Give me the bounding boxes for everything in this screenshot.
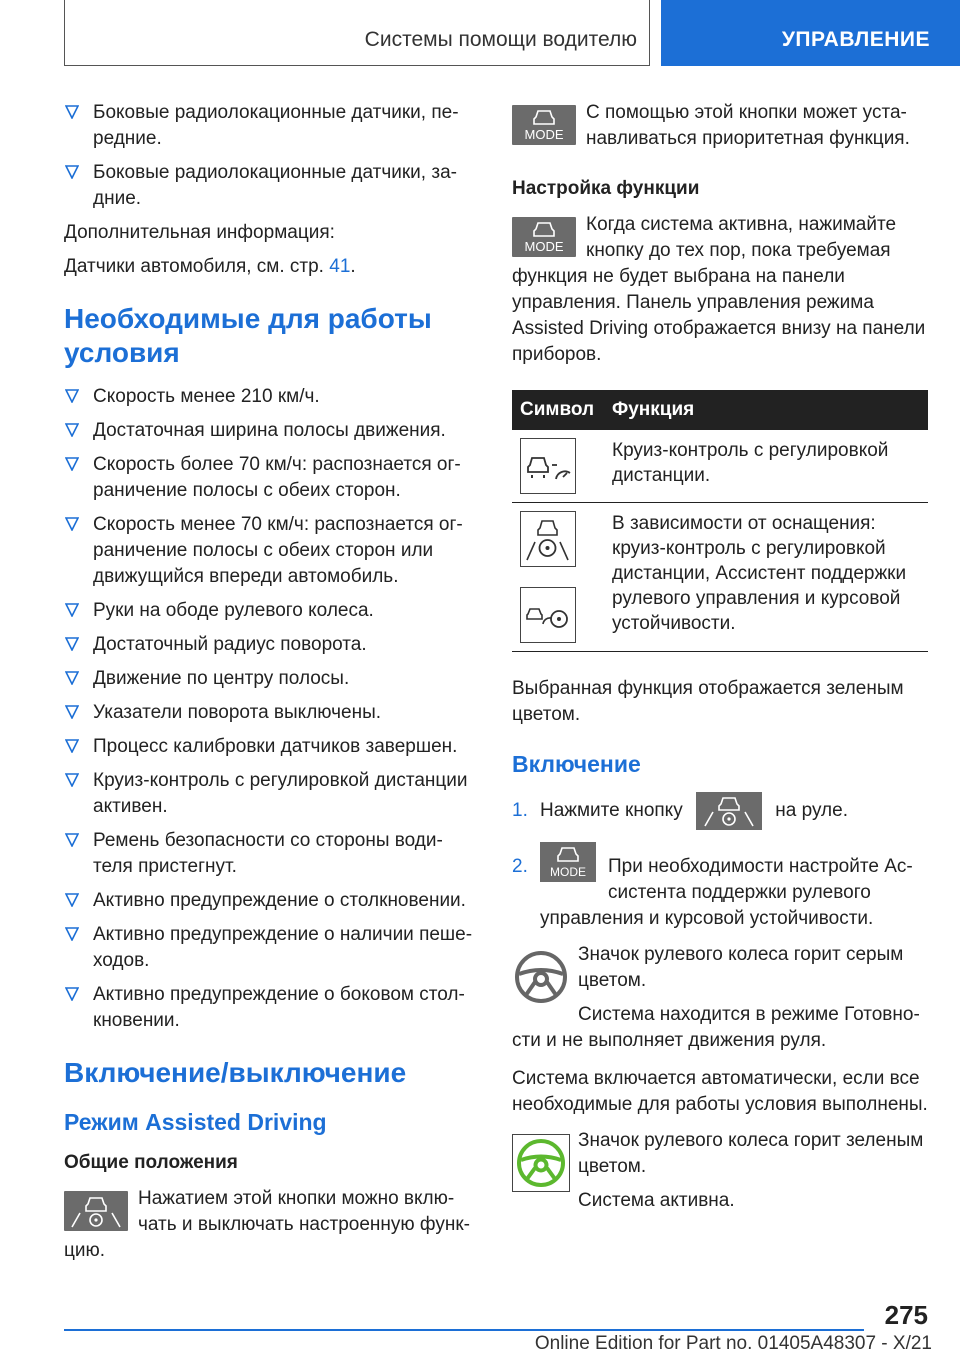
triangle-bullet-icon [65, 637, 79, 651]
list-item: Боковые радиолокационные датчики, задние. [64, 160, 476, 212]
footer-edition: Online Edition for Part no. 01405A48307 - X/21 [534, 1333, 932, 1354]
mode-paragraph [512, 100, 928, 152]
triangle-bullet-icon [65, 773, 79, 787]
steering-assistant-icon [520, 511, 576, 567]
list-item: Руки на ободе рулевого колеса. [64, 598, 476, 624]
triangle-bullet-icon [65, 389, 79, 403]
page-number: 275 [884, 1300, 928, 1330]
triangle-bullet-icon [65, 833, 79, 847]
svg-text:MODE: MODE [524, 239, 564, 254]
header-chapter-title: УПРАВЛЕНИЕ [781, 28, 930, 51]
general-paragraph [64, 1186, 476, 1264]
triangle-bullet-icon [65, 603, 79, 617]
table-row [512, 503, 928, 652]
list-item: Скорость менее 70 км/ч: распознается ограничение полосы с обеих сторон или движущийся впереди автомобиль. [64, 512, 476, 590]
conditions-heading: Необходимые для работы условия [64, 303, 432, 368]
list-item: Скорость более 70 км/ч: распознается ограничение полосы с обеих сторон. [64, 452, 476, 504]
triangle-bullet-icon [65, 987, 79, 1001]
steps-list [512, 792, 928, 932]
list-item: Указатели поворота выключены. [64, 700, 476, 726]
triangle-bullet-icon [65, 893, 79, 907]
grey-icon-text: Значок рулевого колеса горит серым цветом. [578, 944, 904, 992]
list-item: Достаточный радиус поворота. [64, 632, 476, 658]
triangle-bullet-icon [65, 165, 79, 179]
steering-wheel-green-icon [512, 1134, 570, 1192]
col-symbol-header: Символ [512, 390, 604, 430]
svg-text:MODE: MODE [550, 865, 586, 880]
table-row [512, 430, 928, 503]
setup-heading: Настройка функции [512, 178, 700, 199]
symbol-cell [512, 430, 604, 503]
sensors-reference: Датчики автомобиля, см. стр. 41. [64, 256, 356, 277]
list-item: Скорость менее 210 км/ч. [64, 384, 476, 410]
triangle-bullet-icon [65, 517, 79, 531]
mode-heading: Режим Assisted Driving [64, 1109, 327, 1135]
mode-button-icon [512, 105, 576, 145]
list-item: Круиз-контроль с регулировкой дистанции активен. [64, 768, 476, 820]
auto-activation-text: Система включается автоматически, если все необходимые для работы условия выполнены. [512, 1068, 928, 1116]
general-text: Нажатием этой кнопки можно включать и выключать настроенную функцию. [64, 1188, 470, 1261]
cruise-control-icon [520, 438, 576, 494]
table-header-row [512, 390, 928, 430]
cruise-steering-icon [520, 587, 576, 643]
symbol-cell [512, 503, 604, 652]
list-item: Активно предупреждение о боковом столкновении. [64, 982, 476, 1034]
svg-text:MODE: MODE [524, 127, 564, 142]
triangle-bullet-icon [65, 739, 79, 753]
step-item [512, 840, 928, 932]
active-text: Система активна. [578, 1190, 735, 1212]
mode-button-icon [540, 842, 596, 882]
list-item: Движение по центру полосы. [64, 666, 476, 692]
list-item: Процесс калибровки датчиков завершен. [64, 734, 476, 760]
grey-wheel-paragraph [512, 942, 928, 1054]
steering-button-icon [696, 792, 762, 830]
extra-info-label: Дополнительная информация: [64, 222, 335, 243]
step-number: 2. [512, 856, 528, 878]
triangle-bullet-icon [65, 457, 79, 471]
page-link[interactable]: 41 [329, 256, 351, 277]
triangle-bullet-icon [65, 671, 79, 685]
footer-divider [64, 1329, 864, 1331]
symbol-table [512, 390, 928, 652]
col-function-header: Функция [604, 390, 928, 430]
list-item: Ремень безопасности со стороны водителя пристегнут. [64, 828, 476, 880]
left-column [64, 100, 476, 1264]
triangle-bullet-icon [65, 105, 79, 119]
conditions-list [64, 384, 476, 1034]
standby-text: Система находится в режиме Готовности и не выполняет движения руля. [512, 1004, 920, 1052]
setup-paragraph [512, 212, 928, 368]
general-heading: Общие положения [64, 1152, 238, 1173]
sensor-list [64, 100, 476, 212]
list-item: Активно предупреждение о столкновении. [64, 888, 476, 914]
steering-wheel-grey-icon [512, 948, 570, 1006]
list-item: Активно предупреждение о наличии пешеходов. [64, 922, 476, 974]
assisted-driving-button-icon [64, 1191, 128, 1231]
green-wheel-paragraph [512, 1128, 928, 1214]
function-cell: Круиз-контроль с регулировкой дистанции. [604, 430, 928, 503]
header-section-title: Системы помощи водителю [364, 28, 637, 51]
function-cell: В зависимости от оснащения: круиз-контроль с регулировкой дистанции, Ассистент поддержки рулевого управления и курсовой устойчивости. [604, 503, 928, 652]
green-info-text: Выбранная функция отображается зеленым цветом. [512, 678, 904, 725]
header-section-box [64, 0, 650, 66]
triangle-bullet-icon [65, 423, 79, 437]
right-column [512, 100, 928, 1214]
on-heading: Включение [512, 751, 641, 777]
list-item: Достаточная ширина полосы движения. [64, 418, 476, 444]
step-number: 1. [512, 800, 528, 821]
step-item: 1. Нажмите кнопку на руле. [512, 792, 928, 830]
triangle-bullet-icon [65, 927, 79, 941]
step2-text: При необходимости настройте Ассистента поддержки рулевого управления и курсовой устойчивости. [540, 856, 913, 930]
triangle-bullet-icon [65, 705, 79, 719]
list-item: Боковые радиолокационные датчики, передние. [64, 100, 476, 152]
setup-text: Когда система активна, нажимайте кнопку до тех пор, пока требуемая функция не будет выбрана на панели управления. Панель управления режима Assisted Driving отображается внизу на панели приборов. [512, 214, 926, 365]
mode-button-icon [512, 217, 576, 257]
onoff-heading: Включение/выключение [64, 1057, 407, 1088]
green-icon-text: Значок рулевого колеса горит зеленым цветом. [578, 1130, 924, 1178]
mode-text: С помощью этой кнопки может устанавливаться приоритетная функция. [586, 102, 910, 149]
header-chapter-tab[interactable] [661, 0, 960, 66]
